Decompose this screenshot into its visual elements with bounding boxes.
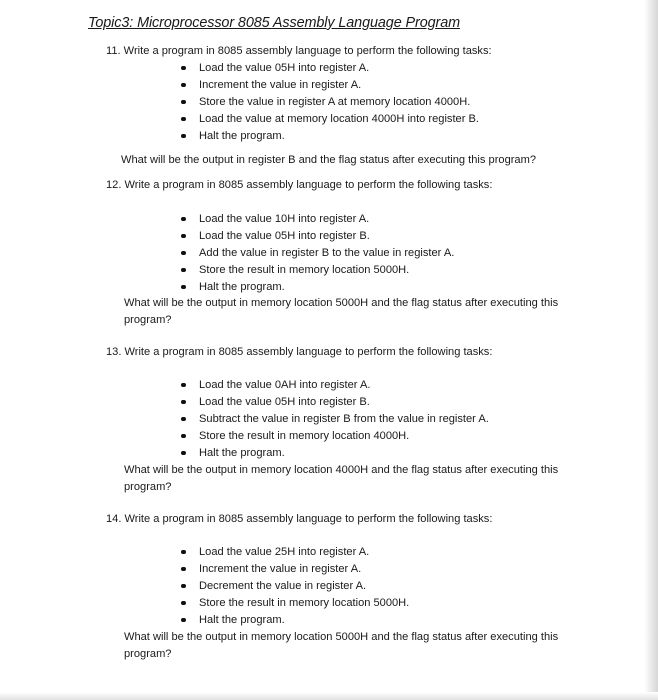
question-13-task: Load the value 05H into register B. (199, 396, 370, 408)
question-13-task: Subtract the value in register B from the value in register A. (199, 413, 489, 425)
question-12-question: What will be the output in memory location 5000H and the flag status after executing this (124, 297, 559, 309)
question-12-task: Load the value 10H into register A. (199, 213, 370, 225)
question-11-question: What will be the output in register B and the flag status after executing this program? (121, 154, 537, 166)
question-12-question-cont: program? (124, 314, 172, 326)
question-13-task: Load the value 0AH into register A. (199, 379, 371, 391)
question-12-task: Halt the program. (199, 281, 285, 293)
question-14-task: Decrement the value in register A. (199, 580, 367, 592)
question-12-task: Store the result in memory location 5000H. (199, 264, 410, 276)
page-bottom-shadow (0, 692, 658, 700)
question-12-task: Load the value 05H into register B. (199, 230, 370, 242)
question-11-task: Load the value 05H into register A. (199, 62, 370, 74)
question-11-task: Store the value in register A at memory location 4000H. (199, 96, 471, 108)
question-11-prompt: 11. Write a program in 8085 assembly language to perform the following tasks: (106, 45, 492, 57)
question-13-prompt: 13. Write a program in 8085 assembly language to perform the following tasks: (106, 346, 493, 358)
page-edge-shadow (644, 0, 658, 700)
question-14-task: Load the value 25H into register A. (199, 546, 370, 558)
question-11-task: Load the value at memory location 4000H into register B. (199, 113, 479, 125)
question-13-task: Halt the program. (199, 447, 285, 459)
question-12-task: Add the value in register B to the value in register A. (199, 247, 455, 259)
question-14-task: Halt the program. (199, 614, 285, 626)
question-11-task: Halt the program. (199, 130, 285, 142)
question-14-prompt: 14. Write a program in 8085 assembly language to perform the following tasks: (106, 513, 493, 525)
question-14-task: Increment the value in register A. (199, 563, 362, 575)
question-14-task: Store the result in memory location 5000H. (199, 597, 410, 609)
question-14-question: What will be the output in memory location 5000H and the flag status after executing this (124, 631, 559, 643)
question-13-question: What will be the output in memory location 4000H and the flag status after executing this (124, 464, 559, 476)
page-title: Topic3: Microprocessor 8085 Assembly Language Program (88, 15, 460, 31)
question-13-task: Store the result in memory location 4000H. (199, 430, 410, 442)
question-12-prompt: 12. Write a program in 8085 assembly language to perform the following tasks: (106, 179, 493, 191)
question-13-question-cont: program? (124, 481, 172, 493)
question-11-task: Increment the value in register A. (199, 79, 362, 91)
question-14-question-cont: program? (124, 648, 172, 660)
